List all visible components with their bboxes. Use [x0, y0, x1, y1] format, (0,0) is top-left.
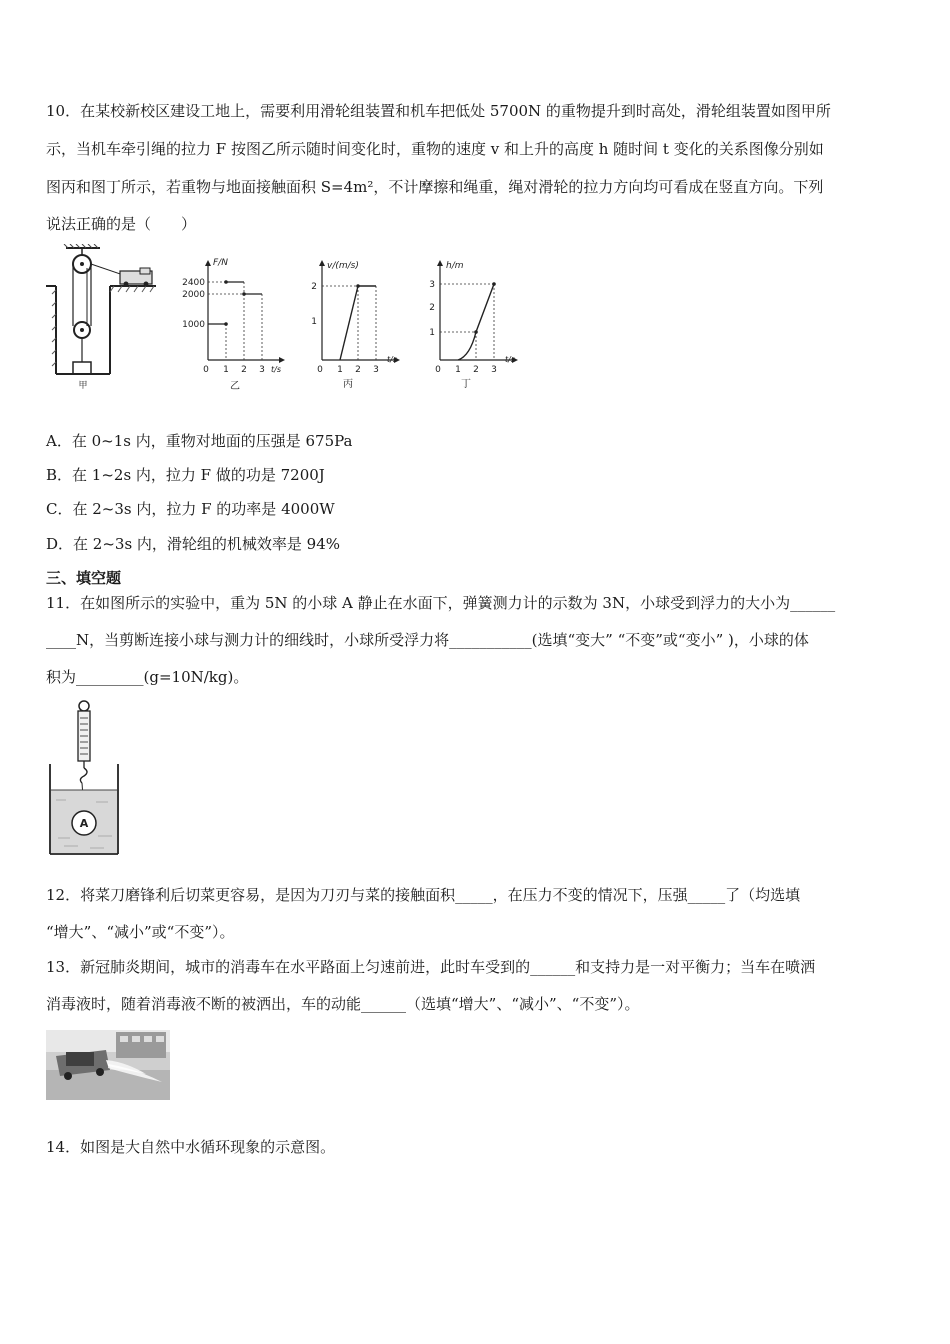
q11-line-1: 11．在如图所示的实验中，重为 5N 的小球 A 静止在水面下，弹簧测力计的示数为 3N，小球受到浮力的大小为______ — [46, 594, 836, 612]
q13-line-1: 13．新冠肺炎期间，城市的消毒车在水平路面上匀速前进，此时车受到的______和支持力是一对平衡力；当车在喷洒 — [46, 958, 816, 976]
q10-option-b: B．在 1~2s 内，拉力 F 做的功是 7200J — [46, 466, 325, 484]
graph-yi-xtick-2: 2 — [241, 365, 247, 375]
graph-yi-xtick-1: 1 — [223, 365, 229, 375]
ball-label: A — [79, 817, 89, 830]
graph-yi-ytick-1000: 1000 — [182, 320, 205, 330]
graph-ding-ylabel: h/m — [446, 261, 464, 271]
graph-bing-xtick-1: 1 — [337, 365, 343, 375]
graph-bing-ylabel: v/(m/s) — [327, 261, 359, 271]
graph-ding-xlabel: t/s — [505, 355, 515, 364]
section-title: 三、填空题 — [46, 569, 122, 587]
graph-ding-ytick-3: 3 — [429, 280, 435, 290]
figure-label-bing: 丙 — [343, 379, 353, 390]
graph-bing — [300, 252, 410, 392]
graph-bing-ytick-1: 1 — [311, 317, 317, 327]
graph-ding-ytick-2: 2 — [429, 303, 435, 313]
q13-line-2: 消毒液时，随着消毒液不断的被洒出，车的动能______（选填“增大”、“减小”、“不变”）。 — [46, 995, 640, 1013]
q11-line-3: 积为_________(g=10N/kg)。 — [46, 668, 249, 686]
graph-ding-xtick-0: 0 — [435, 365, 441, 375]
graph-yi-xtick-3: 3 — [259, 365, 265, 375]
q10-line-3: 图丙和图丁所示，若重物与地面接触面积 S=4m²，不计摩擦和绳重，绳对滑轮的拉力方向均可看成在竖直方向。下列 — [46, 178, 824, 196]
q12-line-2: “增大”、“减小”或“不变”）。 — [46, 923, 235, 941]
q14-line-1: 14．如图是大自然中水循环现象的示意图。 — [46, 1138, 336, 1156]
graph-yi-ytick-2400: 2400 — [182, 278, 205, 288]
q10-line-4: 说法正确的是（ ） — [46, 215, 197, 233]
graph-bing-xtick-3: 3 — [373, 365, 379, 375]
figure-label-ding: 丁 — [461, 379, 471, 390]
graph-ding-xtick-3: 3 — [491, 365, 497, 375]
figure-label-jia: 甲 — [78, 381, 88, 391]
spring-scale-figure — [44, 698, 124, 858]
graph-bing-xtick-2: 2 — [355, 365, 361, 375]
q10-line-2: 示，当机车牵引绳的拉力 F 按图乙所示随时间变化时，重物的速度 v 和上升的高度 h 随时间 t 变化的关系图像分别如 — [46, 140, 824, 158]
graph-bing-xlabel: t/s — [387, 355, 397, 364]
graph-yi — [175, 252, 290, 392]
graph-bing-xtick-0: 0 — [317, 365, 323, 375]
q10-option-a: A．在 0~1s 内，重物对地面的压强是 675Pa — [46, 432, 353, 450]
q10-option-d: D．在 2~3s 内，滑轮组的机械效率是 94% — [46, 535, 341, 553]
q10-line-1: 10．在某校新校区建设工地上，需要利用滑轮组装置和机车把低处 5700N 的重物提升到时高处，滑轮组装置如图甲所 — [46, 102, 831, 120]
graph-ding-xtick-2: 2 — [473, 365, 479, 375]
q11-line-2: ____N，当剪断连接小球与测力计的细线时，小球所受浮力将___________(选填“变大” “不变”或“变小” )，小球的体 — [46, 631, 809, 649]
graph-yi-xlabel: t/s — [271, 365, 281, 374]
graph-yi-xtick-0: 0 — [203, 365, 209, 375]
disinfection-truck-photo — [46, 1030, 170, 1100]
graph-bing-ytick-2: 2 — [311, 282, 317, 292]
q10-option-c: C．在 2~3s 内，拉力 F 的功率是 4000W — [46, 500, 335, 518]
graph-ding — [418, 252, 528, 392]
graph-yi-ytick-2000: 2000 — [182, 290, 205, 300]
graph-ding-ytick-1: 1 — [429, 328, 435, 338]
graph-ding-xtick-1: 1 — [455, 365, 461, 375]
q12-line-1: 12．将菜刀磨锋利后切菜更容易，是因为刀刃与菜的接触面积_____，在压力不变的情况下，压强_____了（均选填 — [46, 886, 801, 904]
graph-yi-ylabel: F/N — [213, 258, 228, 268]
pulley-figure — [44, 244, 164, 394]
figure-label-yi: 乙 — [230, 381, 240, 392]
